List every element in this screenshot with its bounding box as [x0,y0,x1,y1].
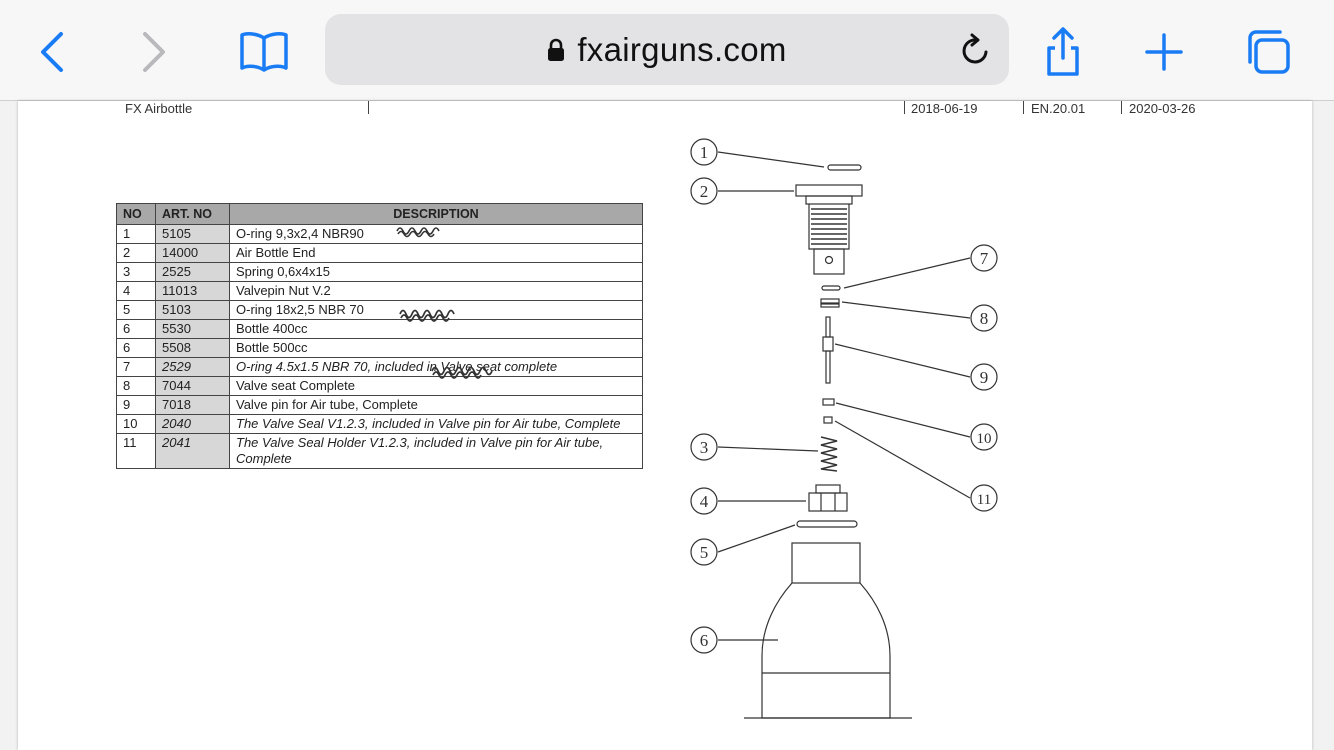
address-bar[interactable] [325,14,1009,85]
header-divider [1121,101,1122,114]
callout-label: 11 [976,492,992,508]
table-cell-description: The Valve Seal V1.2.3, included in Valve pin for Air tube, Complete [230,415,643,434]
part-oring-7 [822,286,840,290]
table-row [117,396,643,415]
header-date: 2018-06-19 [911,101,978,116]
part-oring-1 [828,165,861,170]
table-cell-description: Valve seat Complete [230,377,643,396]
table-cell-description: Bottle 400cc [230,320,643,339]
table-cell-art-no: 2040 [156,415,230,434]
table-cell-no: 1 [117,225,156,244]
table-cell-no: 8 [117,377,156,396]
column-header: ART. NO [156,204,230,225]
table-cell-description: O-ring 18x2,5 NBR 70 [230,301,643,320]
forward-icon [139,30,169,74]
part-bottle [792,543,860,583]
scribble-mark [398,305,462,323]
part-bottle-end [796,185,862,196]
part-valve-seal [823,399,834,405]
table-cell-no: 10 [117,415,156,434]
callout-label: 8 [979,309,989,328]
scribble-mark [395,223,443,239]
part-nut [816,485,840,493]
table-row [117,320,643,339]
bookmarks-button[interactable] [234,22,294,82]
table-row [117,358,643,377]
table-cell-no: 6 [117,320,156,339]
table-row [117,339,643,358]
table-cell-no: 11 [117,434,156,469]
table-cell-no: 3 [117,263,156,282]
header-product: FX Airbottle [125,101,193,116]
new-tab-icon [1144,32,1184,72]
table-row [117,225,643,244]
table-cell-no: 7 [117,358,156,377]
table-cell-art-no: 2525 [156,263,230,282]
table-cell-art-no: 2041 [156,434,230,469]
part-valve-seal-holder [824,417,832,423]
part-valve-pin [826,317,830,337]
table-row [117,282,643,301]
callout-label: 4 [699,492,709,511]
document-page [18,101,1312,750]
table-header-row [117,204,643,225]
callout-label: 7 [979,249,989,268]
table-row [117,301,643,320]
lock-icon [547,38,565,62]
callout-label: 5 [699,543,709,562]
share-button[interactable] [1033,22,1093,82]
table-cell-art-no: 5103 [156,301,230,320]
url-text: fxairguns.com [577,30,787,68]
table-cell-art-no: 5105 [156,225,230,244]
header-divider [1023,101,1024,114]
parts-table [116,203,643,469]
share-icon [1041,26,1085,78]
header-doc-code: EN.20.01 [1031,101,1086,116]
table-cell-art-no: 5530 [156,320,230,339]
header-divider [904,101,905,114]
table-cell-no: 2 [117,244,156,263]
reload-icon[interactable] [959,32,993,68]
table-row [117,434,643,469]
part-spring [821,437,837,471]
table-cell-no: 5 [117,301,156,320]
callout-label: 1 [699,143,709,162]
table-cell-art-no: 14000 [156,244,230,263]
column-header: NO [117,204,156,225]
table-cell-no: 6 [117,339,156,358]
callout-label: 2 [699,182,709,201]
table-cell-description: O-ring 9,3x2,4 NBR90 [230,225,643,244]
table-cell-description: The Valve Seal Holder V1.2.3, included in Valve pin for Air tube, Complete [230,434,643,469]
table-cell-description: Valve pin for Air tube, Complete [230,396,643,415]
header-divider [368,101,369,114]
callout-label: 10 [976,431,992,447]
header-revision-date: 2020-03-26 [1129,101,1196,116]
part-oring-5 [797,521,857,527]
table-cell-description: Air Bottle End [230,244,643,263]
callout-label: 3 [699,438,709,457]
table-row [117,263,643,282]
bookmarks-icon [238,30,290,74]
column-header: DESCRIPTION [230,204,643,225]
table-row [117,377,643,396]
back-button[interactable] [22,22,82,82]
table-row [117,415,643,434]
browser-toolbar [0,0,1334,101]
table-cell-art-no: 7044 [156,377,230,396]
table-cell-no: 9 [117,396,156,415]
table-cell-description: Valvepin Nut V.2 [230,282,643,301]
table-cell-description: O-ring 4.5x1.5 NBR 70, included in Valve seat complete [230,358,643,377]
table-cell-no: 4 [117,282,156,301]
tabs-button[interactable] [1238,22,1298,82]
table-cell-description: Spring 0,6x4x15 [230,263,643,282]
table-cell-art-no: 11013 [156,282,230,301]
tabs-icon [1244,28,1292,76]
exploded-diagram [658,131,1018,731]
callout-label: 6 [699,631,709,650]
scribble-mark [430,362,496,380]
callout-label: 9 [979,368,989,387]
table-cell-art-no: 7018 [156,396,230,415]
table-row [117,244,643,263]
back-icon [37,30,67,74]
new-tab-button[interactable] [1134,22,1194,82]
forward-button[interactable] [124,22,184,82]
table-cell-art-no: 5508 [156,339,230,358]
table-cell-description: Bottle 500cc [230,339,643,358]
table-cell-art-no: 2529 [156,358,230,377]
